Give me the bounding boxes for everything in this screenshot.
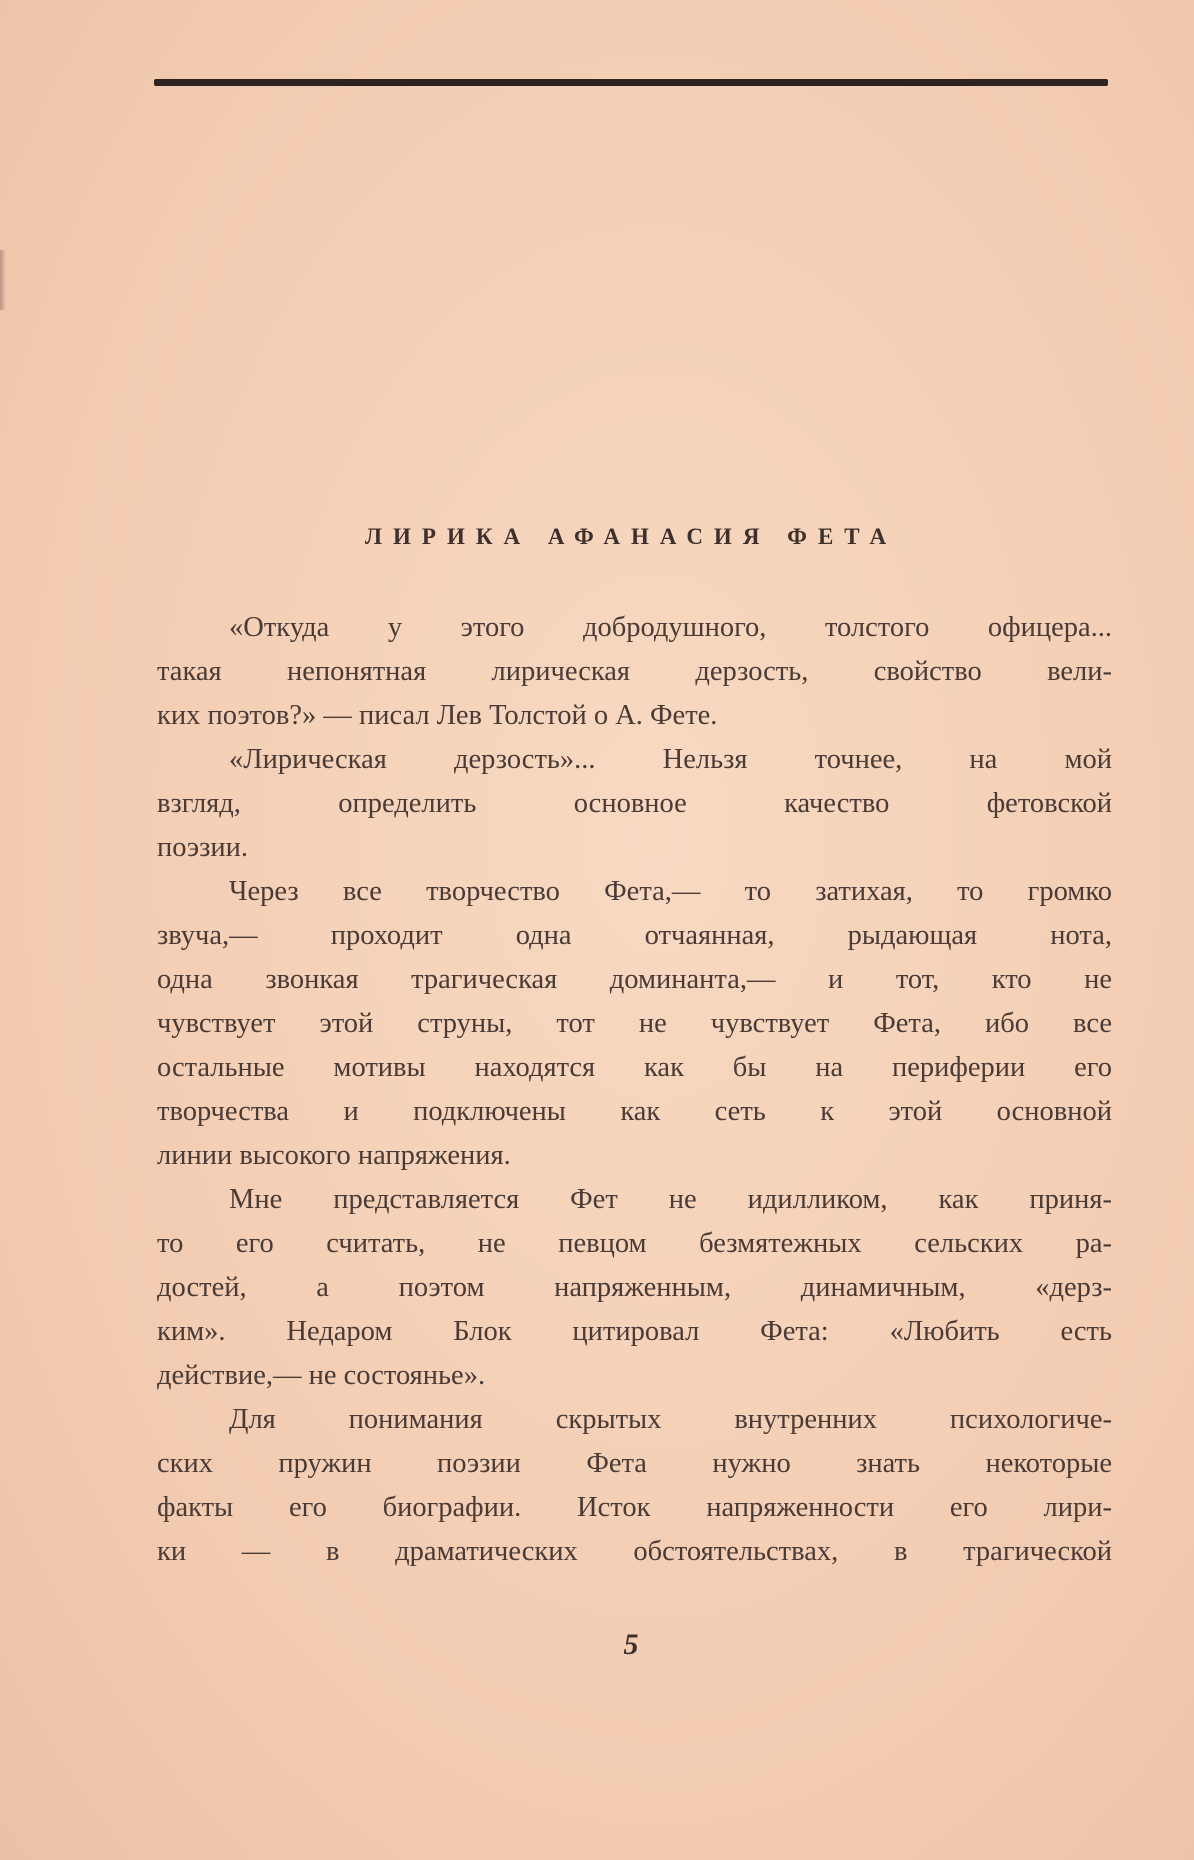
text-line: ким». Недаром Блок цитировал Фета: «Любить есть (157, 1316, 1112, 1347)
top-rule (154, 79, 1108, 86)
text-line: действие,— не состоянье». (157, 1360, 486, 1391)
text-line: ских пружин поэзии Фета нужно знать некоторые (157, 1448, 1112, 1479)
text-line: ки — в драматических обстоятельствах, в трагической (157, 1536, 1112, 1567)
text-line: одна звонкая трагическая доминанта,— и тот, кто не (157, 964, 1112, 995)
paragraph-1 (157, 606, 1112, 738)
paragraph-5 (157, 1398, 1112, 1574)
text-line: взгляд, определить основное качество фетовской (157, 788, 1112, 819)
paragraph-2 (157, 738, 1112, 870)
text-line: достей, а поэтом напряженным, динамичным, «дерз- (157, 1272, 1112, 1303)
text-line: звуча,— проходит одна отчаянная, рыдающая нота, (157, 920, 1112, 951)
page-number: 5 (623, 1628, 639, 1661)
paragraph-4 (157, 1178, 1112, 1398)
text-line: линии высокого напряжения. (157, 1140, 511, 1171)
text-line: факты его биографии. Исток напряженности его лири- (157, 1492, 1112, 1523)
text-line: Через все творчество Фета,— то затихая, то громко (229, 876, 1112, 907)
text-line: чувствует этой струны, тот не чувствует Фета, ибо все (157, 1008, 1112, 1039)
text-line: ких поэтов?» — писал Лев Толстой о А. Фете. (157, 700, 718, 731)
text-line: такая непонятная лирическая дерзость, свойство вели- (157, 656, 1112, 687)
chapter-title: ЛИРИКА АФАНАСИЯ ФЕТА (364, 524, 898, 549)
text-line: Мне представляется Фет не идилликом, как приня- (229, 1184, 1112, 1215)
text-line: то его считать, не певцом безмятежных сельских ра- (157, 1228, 1112, 1259)
page-edge-shadow (0, 250, 6, 310)
text-line: творчества и подключены как сеть к этой основной (157, 1096, 1112, 1127)
paragraph-3 (157, 870, 1112, 1178)
text-line: «Откуда у этого добродушного, толстого офицера... (229, 612, 1112, 643)
body-text (157, 606, 1112, 1574)
text-line: поэзии. (157, 832, 248, 863)
text-line: Для понимания скрытых внутренних психологиче- (229, 1404, 1112, 1435)
text-line: остальные мотивы находятся как бы на периферии его (157, 1052, 1112, 1083)
text-line: «Лирическая дерзость»... Нельзя точнее, на мой (229, 744, 1112, 775)
